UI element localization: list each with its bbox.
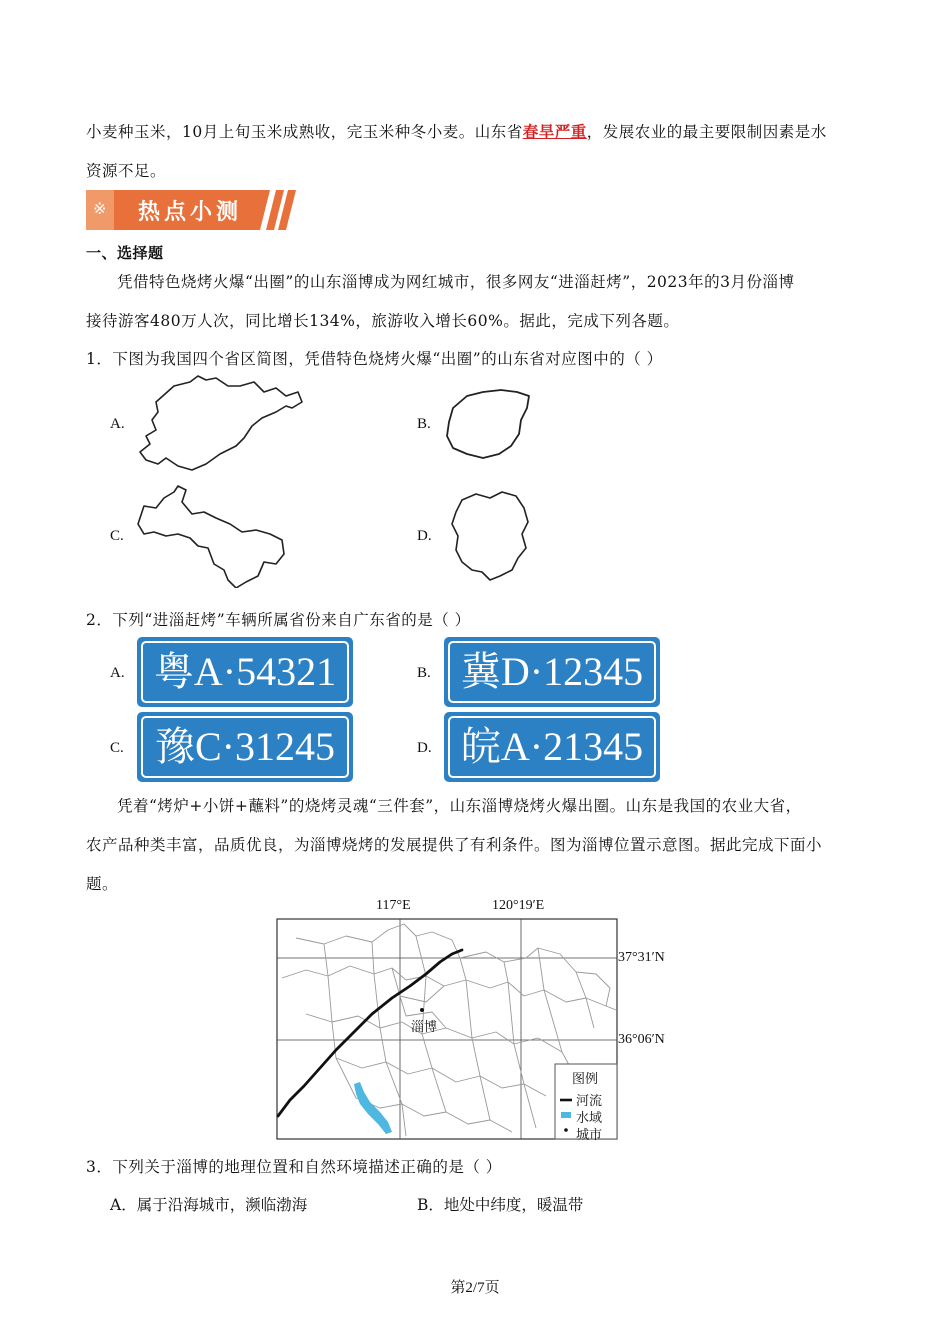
passage-2-line-2: 农产品种类丰富，品质优良，为淄博烧烤的发展提供了有利条件。图为淄博位置示意图。据此完成下面小 — [86, 836, 823, 854]
lon-label-117: 117°E — [376, 898, 411, 913]
passage-2-line-1: 凭着“烤炉+小饼+蘸料”的烧烤灵魂“三件套”，山东淄博烧烤火爆出圈。山东是我国的农业大省， — [117, 797, 802, 815]
question-3: 3．下列关于淄博的地理位置和自然环境描述正确的是（ ） — [86, 1158, 502, 1176]
plate-a-text: 粤A·54321 — [141, 641, 349, 703]
passage-1 — [86, 263, 866, 302]
page-footer: 第2/7页 — [450, 1280, 500, 1296]
q3-option-b: B．地处中纬度，暖温带 — [417, 1196, 584, 1214]
q1-option-c-label: C. — [110, 528, 124, 544]
banner-star-icon: ※ — [93, 199, 107, 218]
intro-highlight: 春旱严重 — [522, 122, 587, 141]
lon-label-120: 120°19′E — [492, 898, 545, 913]
plate-c-text: 豫C·31245 — [141, 716, 349, 778]
lat-label-36: 36°06′N — [618, 1032, 665, 1047]
license-plate-a — [137, 637, 353, 707]
intro-text-3: 资源不足。 — [86, 162, 167, 180]
lat-label-37: 37°31′N — [618, 950, 665, 965]
province-outline-b — [443, 388, 535, 460]
passage-1-line-1: 凭借特色烧烤火爆“出圈”的山东淄博成为网红城市，很多网友“进淄赶烤”，2023年的3月份淄博 — [117, 273, 795, 291]
question-1: 1．下图为我国四个省区简图，凭借特色烧烤火爆“出圈”的山东省对应图中的（ ） — [86, 350, 663, 368]
city-label-zibo: 淄博 — [411, 1019, 438, 1034]
legend-river: 河流 — [576, 1093, 603, 1108]
province-outline-a — [136, 374, 306, 474]
section-heading: 一、选择题 — [86, 244, 164, 262]
q2-option-b-label: B. — [417, 665, 431, 681]
q1-option-d-label: D. — [417, 528, 432, 544]
passage-1b — [86, 302, 866, 341]
q3-option-a: A．属于沿海城市，濒临渤海 — [110, 1196, 308, 1214]
license-plate-b — [444, 637, 660, 707]
zibo-location-map — [276, 896, 686, 1146]
q2-option-a-label: A. — [110, 665, 125, 681]
legend-title: 图例 — [572, 1071, 599, 1086]
intro-text-2: ，发展农业的最主要限制因素是水 — [586, 123, 827, 141]
license-plate-d — [444, 712, 660, 782]
passage-2-line-3: 题。 — [86, 875, 119, 893]
legend-city: 城市 — [576, 1127, 603, 1142]
province-outline-d — [448, 490, 532, 582]
province-outline-c — [134, 484, 294, 588]
q2-option-d-label: D. — [417, 740, 432, 756]
q2-option-c-label: C. — [110, 740, 124, 756]
intro-paragraph — [86, 112, 866, 191]
passage-2b — [86, 826, 866, 904]
q1-option-a-label: A. — [110, 416, 125, 432]
question-2: 2．下列“进淄赶烤”车辆所属省份来自广东省的是（ ） — [86, 611, 471, 629]
plate-d-text: 皖A·21345 — [448, 716, 656, 778]
passage-2 — [86, 787, 866, 826]
section-banner — [86, 190, 300, 230]
q1-option-b-label: B. — [417, 416, 431, 432]
license-plate-c — [137, 712, 353, 782]
passage-1-line-2: 接待游客480万人次，同比增长134%，旅游收入增长60%。据此，完成下列各题。 — [86, 312, 680, 330]
plate-b-text: 冀D·12345 — [448, 641, 656, 703]
legend-water: 水域 — [576, 1110, 603, 1125]
map-frame — [276, 918, 618, 1140]
banner-title: 热点小测 — [138, 199, 243, 225]
intro-text-1: 小麦种玉米，10月上旬玉米成熟收，完玉米种冬小麦。山东省 — [86, 123, 523, 141]
